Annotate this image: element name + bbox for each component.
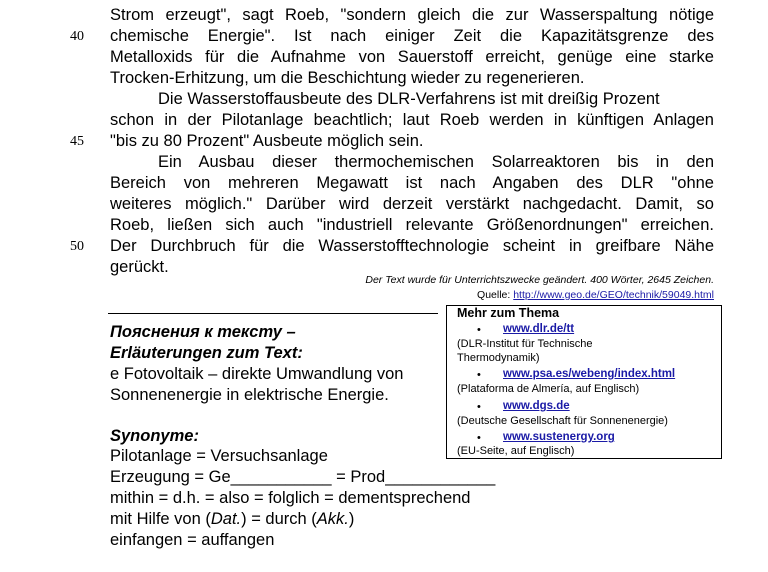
edit-note: Der Text wurde für Unterrichtszwecke geändert. 400 Wörter, 2645 Zeichen.: [365, 274, 714, 286]
link-desc: Thermodynamik): [457, 352, 540, 364]
text-line: Trocken-Erhitzung, um die Beschichtung wieder zu regenerieren.: [110, 69, 585, 87]
more-box: [446, 305, 722, 459]
source-label: Quelle:: [477, 289, 514, 301]
case-dat: Dat.: [210, 510, 242, 528]
synonym-entry: mithin = d.h. = also = folglich = dementsprechend: [110, 489, 471, 507]
synonym-entry: Erzeugung = Ge___________ = Prod____________: [110, 468, 496, 486]
case-akk: Akk.: [316, 510, 349, 528]
text-line: schon in der Pilotanlage beachtlich; laut Roeb werden in künftigen Anlagen: [110, 111, 714, 129]
link-dlr[interactable]: www.dlr.de/tt: [503, 323, 575, 335]
text-line: weiteres möglich." Darüber wird derzeit verstärkt nachgedacht. Damit, so: [110, 195, 714, 213]
glossary-entry: e Fotovoltaik – direkte Umwandlung von: [110, 365, 404, 383]
text-line: chemische Energie". Ist nach einiger Zeit die Kapazitätsgrenze des: [110, 27, 714, 45]
synonym-text: ): [348, 510, 355, 528]
link-psa[interactable]: www.psa.es/webeng/index.html: [503, 368, 676, 380]
bullet-icon: •: [477, 432, 481, 444]
link-desc: (DLR-Institut für Technische: [457, 338, 593, 350]
link-desc: (Plataforma de Almería, auf Englisch): [457, 383, 640, 395]
line-number: 50: [70, 239, 84, 254]
glossary-heading-de: Erläuterungen zum Text:: [110, 344, 303, 362]
text-line: Strom erzeugt", sagt Roeb, "sondern gleich die zur Wasserspaltung nötige: [110, 6, 714, 24]
source-line: [477, 289, 714, 301]
synonyms-heading: Synonyme:: [110, 427, 199, 445]
glossary-entry: Sonnenenergie in elektrische Energie.: [110, 386, 389, 404]
text-line: "bis zu 80 Prozent" Ausbeute möglich sein.: [110, 132, 424, 150]
text-line: Der Durchbruch für die Wasserstofftechnologie scheint in greifbare Nähe: [110, 237, 714, 255]
text-line: Bereich von mehreren Megawatt ist nach Angaben des DLR "ohne: [110, 174, 714, 192]
synonym-text: ) = durch (: [241, 510, 317, 528]
synonym-entry: einfangen = auffangen: [110, 531, 275, 549]
text-line: Roeb, ließen sich auch "industriell relevante Größenordnungen" erreichen.: [110, 216, 714, 234]
glossary-heading-ru: Пояснения к тексту –: [110, 323, 296, 341]
line-number: 40: [70, 29, 84, 44]
line-number: 45: [70, 134, 84, 149]
link-dgs[interactable]: www.dgs.de: [503, 400, 570, 412]
link-sustenergy[interactable]: www.sustenergy.org: [503, 431, 615, 443]
bullet-icon: •: [477, 324, 481, 336]
synonym-entry: Pilotanlage = Versuchsanlage: [110, 447, 328, 465]
synonym-text: mit Hilfe von (: [110, 510, 211, 528]
bullet-icon: •: [477, 401, 481, 413]
text-line: gerückt.: [110, 258, 169, 276]
divider: [108, 313, 438, 314]
link-desc: (Deutsche Gesellschaft für Sonnenenergie): [457, 415, 668, 427]
bullet-icon: •: [477, 369, 481, 381]
link-desc: (EU-Seite, auf Englisch): [457, 445, 575, 457]
synonym-entry: [110, 509, 354, 529]
text-line: Die Wasserstoffausbeute des DLR-Verfahrens ist mit dreißig Prozent: [158, 90, 660, 108]
source-link[interactable]: http://www.geo.de/GEO/technik/59049.html: [513, 289, 714, 301]
text-line: Ein Ausbau dieser thermochemischen Solarreaktoren bis in den: [158, 153, 714, 171]
more-box-title: Mehr zum Thema: [457, 306, 560, 320]
text-line: Metalloxids für die Aufnahme von Sauerstoff erreicht, genüge eine starke: [110, 48, 714, 66]
